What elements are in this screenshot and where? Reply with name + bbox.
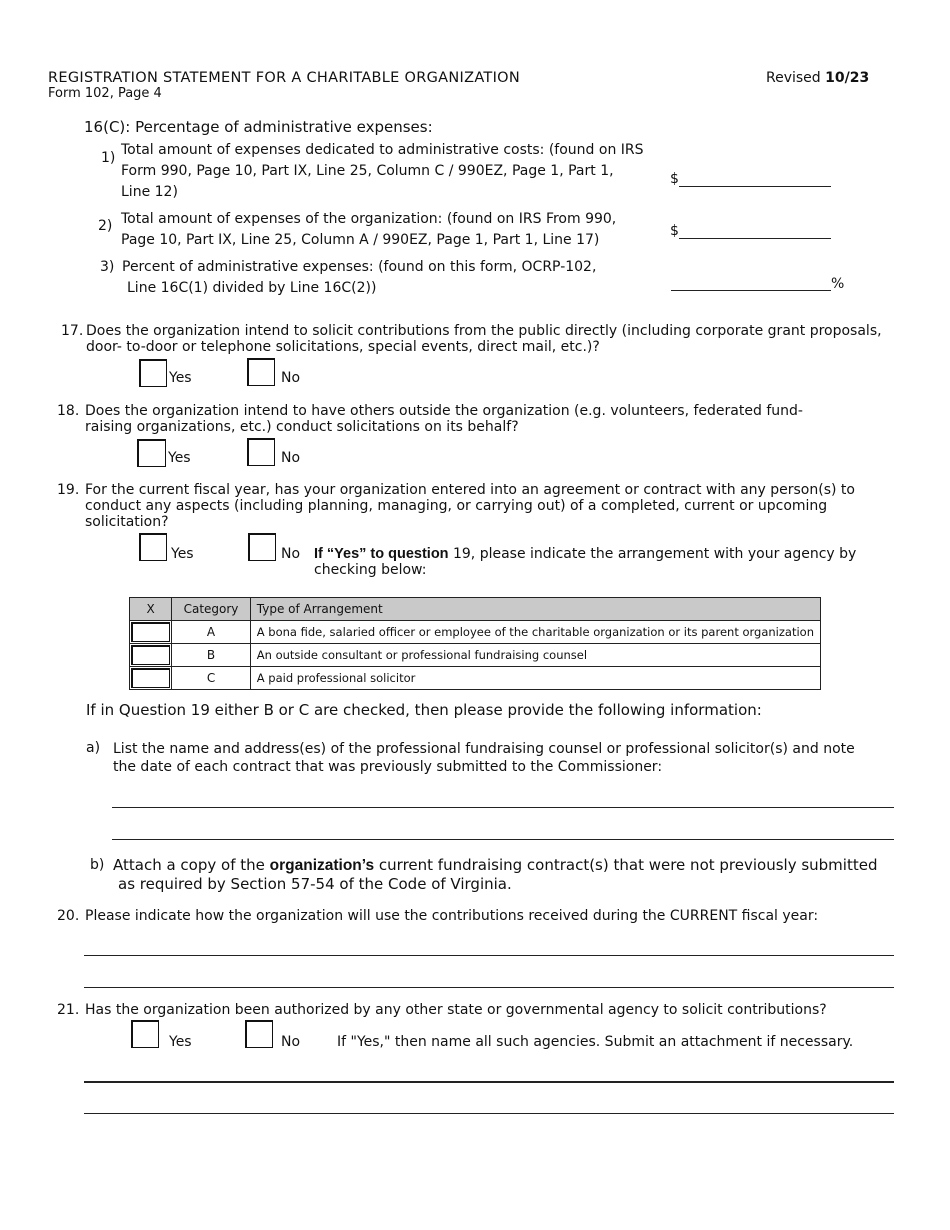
q17-num: 17. — [61, 323, 84, 339]
q16c-item2-text — [121, 209, 616, 251]
q16c-item1-line: Total amount of expenses dedicated to administrative costs: (found on IRS — [121, 142, 644, 158]
q19b-pre: Attach a copy of the — [113, 856, 270, 874]
q19b-text — [113, 856, 877, 893]
q16c-item1-text — [121, 140, 644, 203]
row-type: A bona fide, salaried officer or employee of the charitable organization or its parent organization — [250, 621, 820, 644]
q18-yes-label: Yes — [168, 450, 191, 466]
q16c-item3-line: Line 16C(1) divided by Line 16C(2)) — [127, 280, 377, 296]
total-expenses-field[interactable] — [679, 238, 831, 239]
dollar-sign: $ — [670, 223, 679, 239]
col-header-type: Type of Arrangement — [250, 598, 820, 621]
revised-label: Revised — [766, 70, 826, 86]
row-c-checkbox[interactable] — [130, 667, 172, 690]
q19-if-yes-rest: 19, please indicate the arrangement with your agency by — [448, 546, 857, 562]
table-header-row — [130, 598, 821, 621]
q16c-item2-num: 2) — [98, 218, 113, 234]
q19b-label: b) — [90, 857, 105, 873]
col-header-x: X — [130, 598, 172, 621]
table-row — [130, 621, 821, 644]
row-b-checkbox[interactable] — [130, 644, 172, 667]
q19b-bold: organization’s — [269, 857, 375, 874]
q19-line: conduct any aspects (including planning, managing, or carrying out) of a completed, current or upcoming — [85, 498, 828, 514]
row-category: A — [172, 621, 251, 644]
form-title: REGISTRATION STATEMENT FOR A CHARITABLE ORGANIZATION — [48, 70, 521, 86]
q18-yes-checkbox[interactable] — [137, 439, 166, 467]
q21-yes-label: Yes — [169, 1034, 192, 1050]
q18-num: 18. — [57, 403, 80, 419]
row-category: C — [172, 667, 251, 690]
q19-no-label: No — [281, 546, 301, 562]
q17-line: Does the organization intend to solicit contributions from the public directly (including corporate grant proposals, — [86, 323, 882, 339]
q17-yes-label: Yes — [169, 370, 192, 386]
q19-if-yes-bold: If “Yes” to question — [314, 546, 449, 562]
form-subtitle: Form 102, Page 4 — [48, 86, 162, 101]
q19a-answer-line-2[interactable] — [112, 839, 894, 840]
row-category: B — [172, 644, 251, 667]
q21-num: 21. — [57, 1002, 80, 1018]
q16c-item1-num: 1) — [101, 150, 116, 166]
q19a-label: a) — [86, 740, 101, 756]
q21-no-checkbox[interactable] — [245, 1020, 273, 1048]
row-a-checkbox[interactable] — [130, 621, 172, 644]
q16c-item1-line: Form 990, Page 10, Part IX, Line 25, Column C / 990EZ, Page 1, Part 1, — [121, 163, 614, 179]
q19a-line: the date of each contract that was previously submitted to the Commissioner: — [113, 759, 663, 775]
q19-if-yes-instruction — [314, 546, 856, 578]
q19b-post: current fundraising contract(s) that were not previously submitted — [374, 856, 878, 874]
q18-line: raising organizations, etc.) conduct solicitations on its behalf? — [85, 419, 519, 435]
q19-line: solicitation? — [85, 514, 169, 530]
q16c-item3-line: Percent of administrative expenses: (found on this form, OCRP-102, — [122, 259, 597, 275]
col-header-category: Category — [172, 598, 251, 621]
q19b-line1 — [113, 856, 877, 875]
q20-num: 20. — [57, 908, 80, 924]
q18-no-label: No — [281, 450, 301, 466]
q16c-item2-line: Total amount of expenses of the organization: (found on IRS From 990, — [121, 211, 617, 227]
q18-line: Does the organization intend to have others outside the organization (e.g. volunteers, federated fund- — [85, 403, 803, 419]
q19-if-yes-line1 — [314, 546, 856, 562]
dollar-sign: $ — [670, 171, 679, 187]
q19a-text — [113, 740, 855, 776]
percent-sign: % — [831, 276, 845, 292]
q20-answer-line-1[interactable] — [84, 955, 894, 956]
q16c-heading: 16(C): Percentage of administrative expenses: — [84, 118, 433, 136]
q21-note: If "Yes," then name all such agencies. Submit an attachment if necessary. — [337, 1034, 854, 1050]
q19a-answer-line-1[interactable] — [112, 807, 894, 808]
q21-answer-line-1[interactable] — [84, 1081, 894, 1083]
revised-date: 10/23 — [825, 70, 870, 86]
q21-answer-line-2[interactable] — [84, 1113, 894, 1114]
q18-no-checkbox[interactable] — [247, 438, 275, 466]
q19b-line2: as required by Section 57-54 of the Code of Virginia. — [118, 875, 512, 893]
q19-if-yes-line2: checking below: — [314, 562, 427, 578]
percent-admin-field[interactable] — [671, 290, 831, 291]
q20-text: Please indicate how the organization will use the contributions received during the CURRENT fiscal year: — [85, 908, 819, 924]
q19-followup: If in Question 19 either B or C are checked, then please provide the following information: — [86, 701, 762, 719]
table-row — [130, 667, 821, 690]
q19-line: For the current fiscal year, has your organization entered into an agreement or contract with any person(s) to — [85, 482, 855, 498]
q17-text — [86, 323, 882, 355]
q16c-item3-text — [122, 257, 596, 299]
q19-yes-label: Yes — [171, 546, 194, 562]
q16c-item3-num: 3) — [100, 259, 115, 275]
q19-num: 19. — [57, 482, 80, 498]
q19-text — [85, 482, 855, 530]
q17-yes-checkbox[interactable] — [139, 359, 167, 387]
q17-line: door- to-door or telephone solicitations, special events, direct mail, etc.)? — [86, 339, 600, 355]
q16c-item2-line: Page 10, Part IX, Line 25, Column A / 990EZ, Page 1, Part 1, Line 17) — [121, 232, 600, 248]
admin-costs-field[interactable] — [679, 186, 831, 187]
q21-no-label: No — [281, 1034, 301, 1050]
row-type: An outside consultant or professional fundraising counsel — [250, 644, 820, 667]
q19-yes-checkbox[interactable] — [139, 533, 167, 561]
row-type: A paid professional solicitor — [250, 667, 820, 690]
q19a-line: List the name and address(es) of the professional fundraising counsel or professional solicitor(s) and note — [113, 741, 855, 757]
q21-yes-checkbox[interactable] — [131, 1020, 159, 1048]
q21-text: Has the organization been authorized by any other state or governmental agency to solicit contributions? — [85, 1002, 827, 1018]
q18-text — [85, 403, 803, 435]
arrangement-table — [129, 597, 821, 690]
q19-no-checkbox[interactable] — [248, 533, 276, 561]
q17-no-label: No — [281, 370, 301, 386]
q17-no-checkbox[interactable] — [247, 358, 275, 386]
revision-info — [766, 70, 869, 86]
table-row — [130, 644, 821, 667]
q16c-item1-line: Line 12) — [121, 184, 178, 200]
q20-answer-line-2[interactable] — [84, 987, 894, 988]
